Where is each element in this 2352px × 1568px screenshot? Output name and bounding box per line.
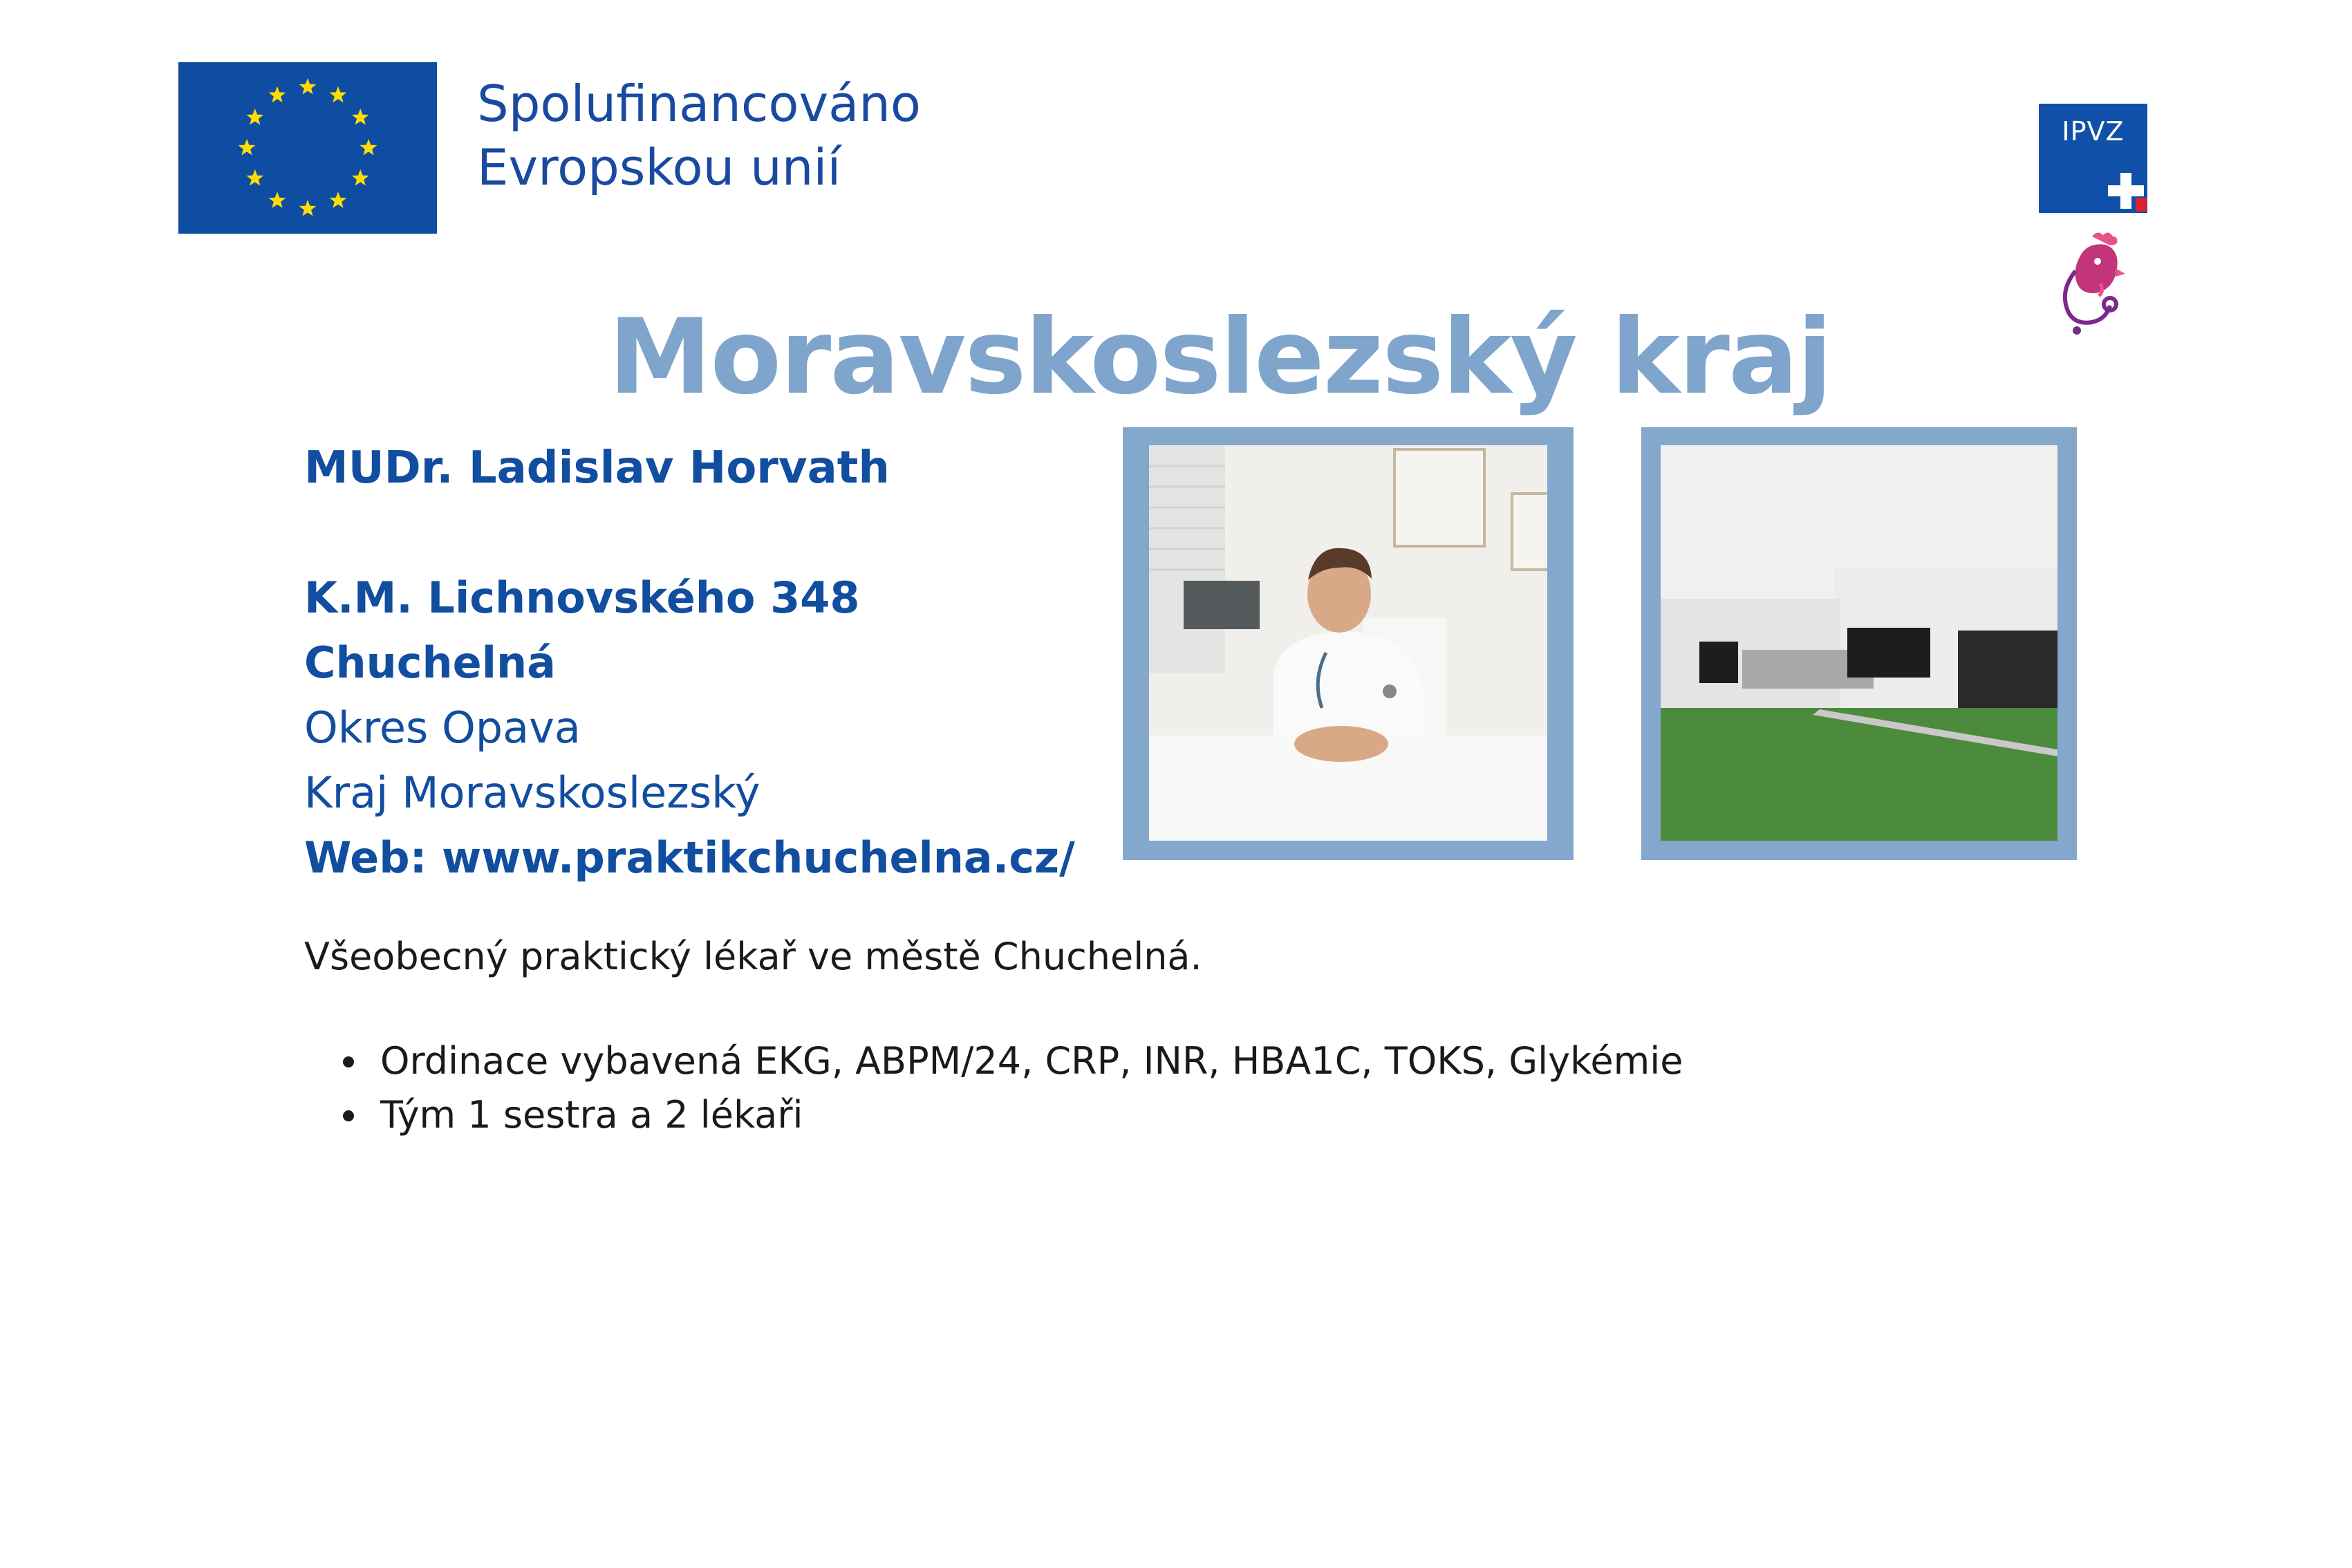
eu-star-icon (299, 200, 317, 216)
doctor-name: MUDr. Ladislav Horvath (304, 442, 890, 494)
eu-star-icon (299, 78, 317, 95)
feature-list (304, 1034, 1683, 1142)
eu-star-icon (246, 109, 263, 125)
building-photo (1661, 445, 2057, 841)
list-item: Ordinace vybavená EKG, ABPM/24, CRP, INR, HBA1C, TOKS, Glykémie (380, 1034, 1683, 1088)
practice-description: Všeobecný praktický lékař ve městě Chuchelná. (304, 935, 1202, 978)
doctor-photo (1149, 445, 1547, 841)
rooster-stethoscope-icon (2052, 230, 2134, 340)
ipvz-logo-text: IPVZ (2062, 116, 2125, 147)
eu-star-icon (239, 139, 256, 156)
eu-star-icon (269, 192, 286, 208)
eu-star-icon (330, 86, 347, 103)
eu-star-icon (360, 139, 377, 156)
district-name: Okres Opava (304, 702, 581, 753)
eu-flag-icon (178, 62, 437, 234)
eu-label-line2: Evropskou unií (477, 138, 841, 196)
medical-cross-icon (2105, 170, 2147, 212)
list-item: Tým 1 sestra a 2 lékaři (380, 1088, 1683, 1142)
eu-star-icon (352, 169, 369, 186)
eu-star-icon (352, 109, 369, 125)
street-address: K.M. Lichnovského 348 (304, 572, 860, 623)
town-name: Chuchelná (304, 637, 556, 688)
eu-star-icon (330, 192, 347, 208)
region-name: Kraj Moravskoslezský (304, 767, 760, 818)
eu-star-icon (246, 169, 263, 186)
building-photo-frame (1641, 427, 2077, 860)
eu-label-line1: Spolufinancováno (477, 75, 921, 133)
eu-star-icon (269, 86, 286, 103)
page-title: Moravskoslezský kraj (608, 297, 1831, 418)
doctor-photo-frame (1123, 427, 1574, 860)
ipvz-logo (2039, 104, 2147, 213)
eu-cofinanced-label (477, 72, 921, 199)
website-link[interactable]: Web: www.praktikchuchelna.cz/ (304, 832, 1075, 883)
